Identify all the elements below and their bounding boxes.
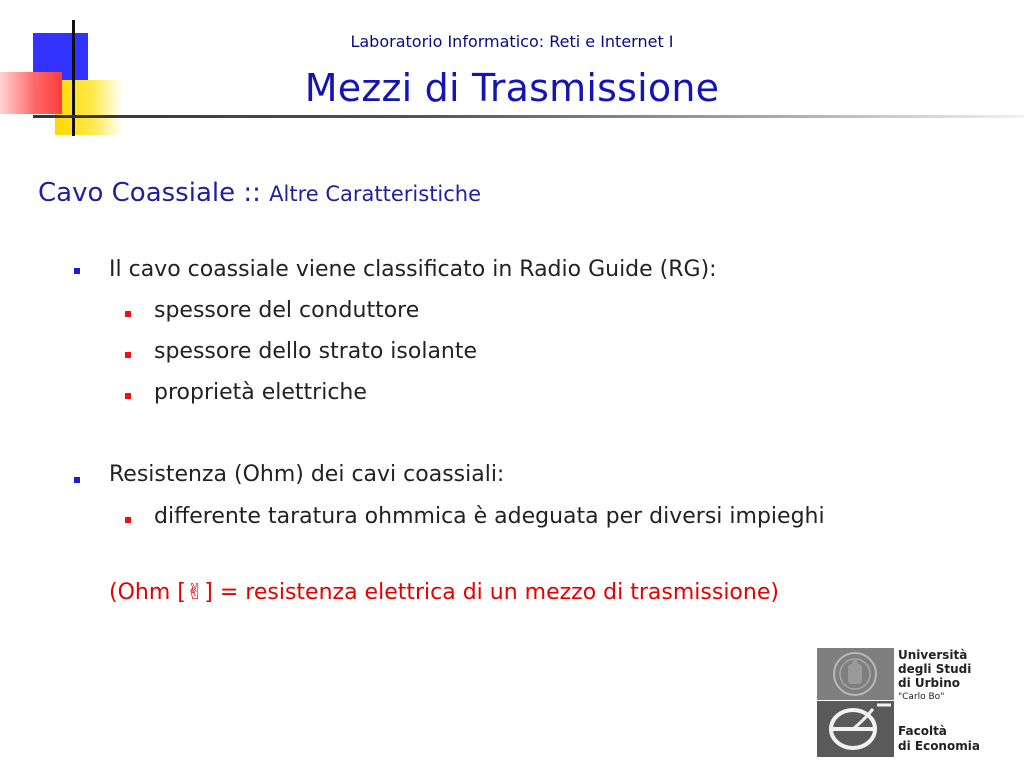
sub-bullet-item: spessore dello strato isolante xyxy=(154,339,478,364)
logo-text-line: degli Studi xyxy=(898,662,972,676)
seal-icon xyxy=(817,648,894,700)
bullet-item: Resistenza (Ohm) dei cavi coassiali: xyxy=(109,462,505,487)
logo-text-line: "Carlo Bo" xyxy=(898,692,945,702)
bullet-item: Il cavo coassiale viene classificato in Radio Guide (RG): xyxy=(109,257,717,282)
logo-text-line: di Urbino xyxy=(898,676,961,690)
section-heading-sub: Altre Caratteristiche xyxy=(269,182,482,206)
slide-title: Mezzi di Trasmissione xyxy=(304,66,720,110)
section-heading-main: Cavo Coassiale :: xyxy=(38,178,270,208)
sub-bullet-square-icon xyxy=(125,517,131,523)
sub-bullet-item: spessore del conduttore xyxy=(154,298,420,323)
university-logo xyxy=(817,648,993,758)
logo-text-line: Facoltà xyxy=(898,724,947,738)
sub-bullet-square-icon xyxy=(125,352,131,358)
sub-bullet-item: proprietà elettriche xyxy=(154,380,367,405)
bullet-square-icon xyxy=(74,477,80,483)
sub-bullet-item: differente taratura ohmmica è adeguata per diversi impieghi xyxy=(154,504,825,529)
sub-bullet-square-icon xyxy=(125,393,131,399)
sub-bullet-square-icon xyxy=(125,311,131,317)
ohm-note: (Ohm [✌] = resistenza elettrica di un mezzo di trasmissione) xyxy=(109,580,779,605)
faculty-e-icon xyxy=(817,701,894,757)
course-subtitle: Laboratorio Informatico: Reti e Internet I xyxy=(350,32,674,51)
logo-text-line: Università xyxy=(898,648,968,662)
bullet-square-icon xyxy=(74,268,80,274)
header-divider-line xyxy=(33,115,1024,118)
section-heading xyxy=(38,178,481,208)
logo-text-line: di Economia xyxy=(898,739,980,753)
